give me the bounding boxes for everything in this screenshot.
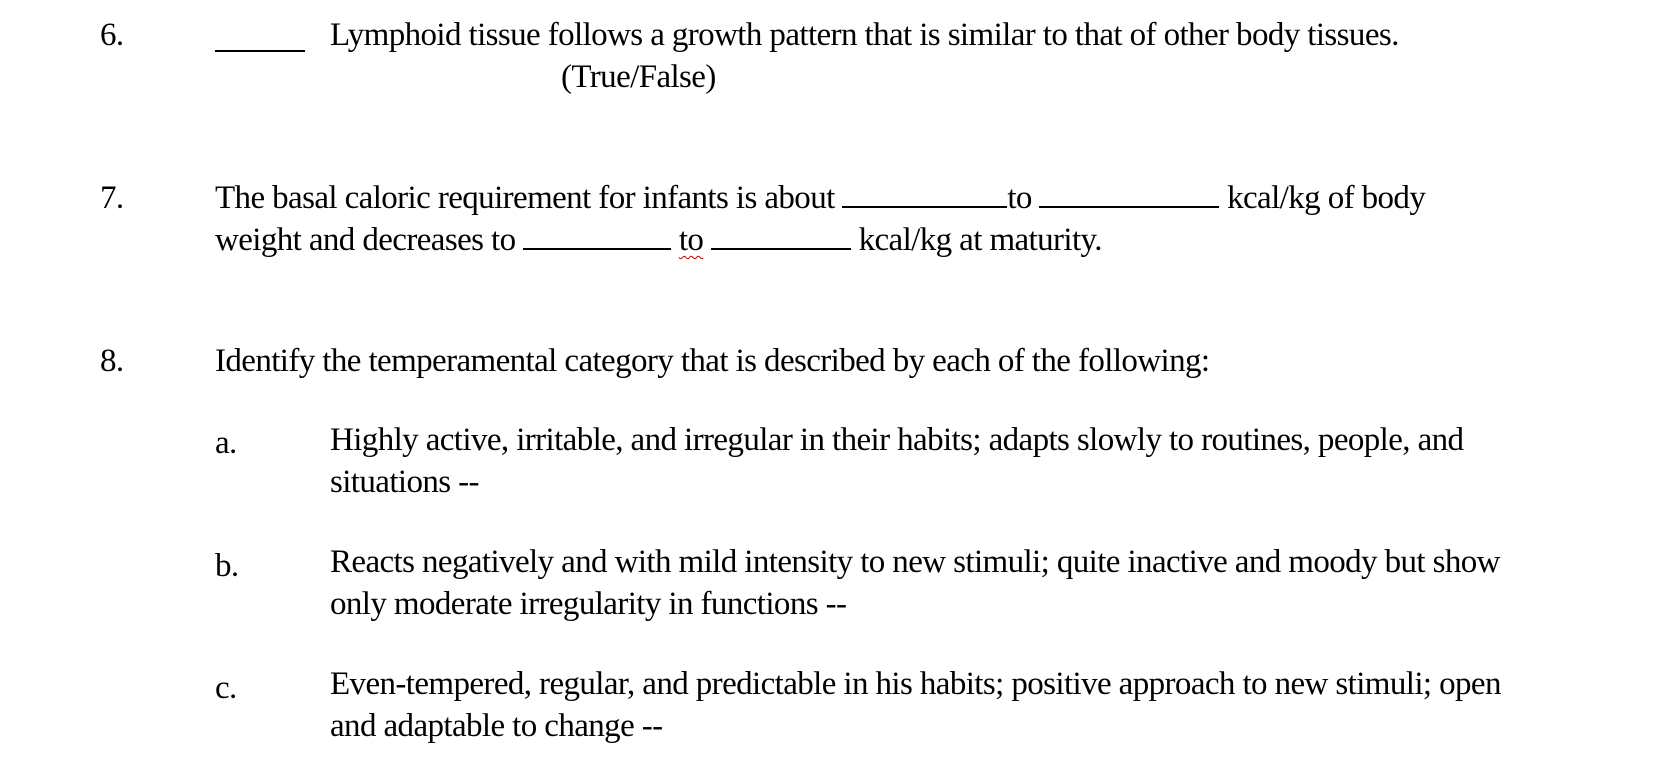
question-8-item-a-letter: a. bbox=[215, 425, 237, 461]
question-6-text: Lymphoid tissue follows a growth pattern that is similar to that of other body tissues. bbox=[330, 17, 1399, 53]
question-6-hint: (True/False) bbox=[561, 59, 716, 95]
question-6-number: 6. bbox=[100, 17, 124, 53]
question-7-line-2-to: to bbox=[678, 222, 704, 258]
question-8-prompt: Identify the temperamental category that is described by each of the following: bbox=[215, 343, 1210, 379]
question-7-number: 7. bbox=[100, 180, 124, 216]
question-7-blank-3[interactable] bbox=[523, 220, 671, 250]
question-8-item-a-line-1: Highly active, irritable, and irregular in their habits; adapts slowly to routines, people, and bbox=[330, 422, 1464, 458]
question-7-line-1-start: The basal caloric requirement for infants is about bbox=[215, 180, 835, 216]
question-7-line-1 bbox=[215, 177, 1425, 219]
question-8-item-c-line-2: and adaptable to change -- bbox=[330, 708, 663, 744]
question-7-line-1-to: to bbox=[1007, 180, 1032, 216]
question-7-line-1-end: kcal/kg of body bbox=[1227, 180, 1426, 216]
question-7-blank-2[interactable] bbox=[1039, 178, 1219, 208]
question-8-item-b-letter: b. bbox=[215, 548, 239, 584]
question-7-blank-1[interactable] bbox=[842, 178, 1007, 208]
question-7-blank-4[interactable] bbox=[711, 220, 851, 250]
question-8-item-b-line-2: only moderate irregularity in functions -- bbox=[330, 586, 847, 622]
question-7-line-2-start: weight and decreases to bbox=[215, 222, 516, 258]
question-8-item-b-line-1: Reacts negatively and with mild intensity to new stimuli; quite inactive and moody but show bbox=[330, 544, 1500, 580]
question-8-number: 8. bbox=[100, 343, 124, 379]
question-6-answer-blank[interactable] bbox=[215, 22, 305, 52]
question-8-item-c-letter: c. bbox=[215, 670, 237, 706]
question-8-item-a-line-2: situations -- bbox=[330, 464, 479, 500]
question-8-item-c-line-1: Even-tempered, regular, and predictable in his habits; positive approach to new stimuli; open bbox=[330, 666, 1501, 702]
question-7-line-2 bbox=[215, 219, 1102, 261]
question-7-line-2-end: kcal/kg at maturity. bbox=[858, 222, 1102, 258]
